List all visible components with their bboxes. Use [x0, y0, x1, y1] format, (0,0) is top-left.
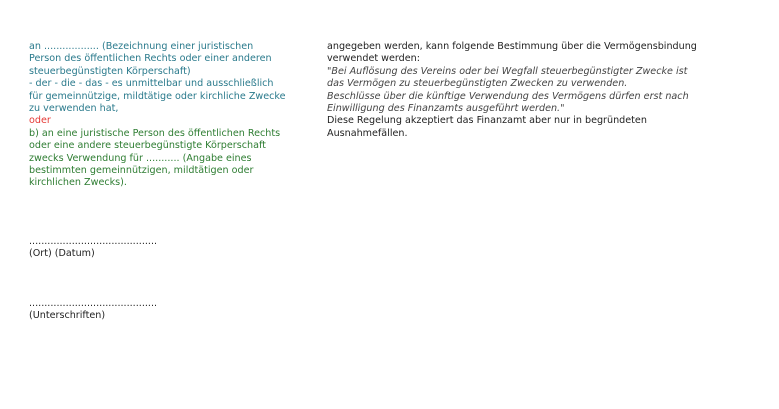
green-text-line: oder eine andere steuerbegünstigte Körperschaft — [29, 140, 266, 152]
signature-label: (Unterschriften) — [29, 310, 106, 322]
closing-text-line: Ausnahmefällen. — [327, 127, 408, 139]
teal-text-line: zu verwenden hat, — [29, 103, 119, 115]
teal-text-line: an .................. (Bezeichnung einer juristischen — [29, 41, 254, 52]
green-text-line: b) an eine juristische Person des öffentlichen Rechts — [29, 127, 281, 139]
intro-text-line: verwendet werden: — [327, 53, 420, 65]
quote-text-line: Beschlüsse über die künftige Verwendung des Vermögens dürfen erst nach — [327, 90, 689, 102]
teal-text-line: für gemeinnützige, mildtätige oder kirchliche Zwecke — [29, 90, 286, 102]
signature-label: (Ort) (Datum) — [29, 248, 95, 260]
teal-text-line: steuerbegünstigten Körperschaft) — [29, 65, 191, 77]
teal-text-line: - der - die - das - es unmittelbar und ausschließlich — [29, 78, 274, 90]
signature-block-place-date — [29, 236, 157, 261]
right-column — [327, 41, 737, 140]
teal-text-line: Person des öffentlichen Rechts oder einer anderen — [29, 53, 272, 65]
quote-text-line: Einwilligung des Finanzamts ausgeführt werden." — [327, 103, 565, 115]
quote-text-line: "Bei Auflösung des Vereins oder bei Wegfall steuerbegünstigter Zwecke ist — [327, 65, 688, 77]
left-column — [29, 41, 299, 190]
oder-separator: oder — [29, 115, 51, 127]
signature-dots: .......................................... — [29, 236, 158, 247]
green-text-line: kirchlichen Zwecks). — [29, 177, 127, 189]
green-text-line: bestimmten gemeinnützigen, mildtätigen oder — [29, 165, 254, 177]
intro-text-line: angegeben werden, kann folgende Bestimmung über die Vermögensbindung — [327, 41, 697, 52]
green-text-line: zwecks Verwendung für ........... (Angabe eines — [29, 152, 252, 164]
signature-dots: .......................................... — [29, 298, 158, 309]
closing-text-line: Diese Regelung akzeptiert das Finanzamt aber nur in begründeten — [327, 115, 647, 127]
quote-text-line: das Vermögen zu steuerbegünstigten Zwecken zu verwenden. — [327, 78, 628, 90]
signature-block-signatures — [29, 298, 157, 323]
